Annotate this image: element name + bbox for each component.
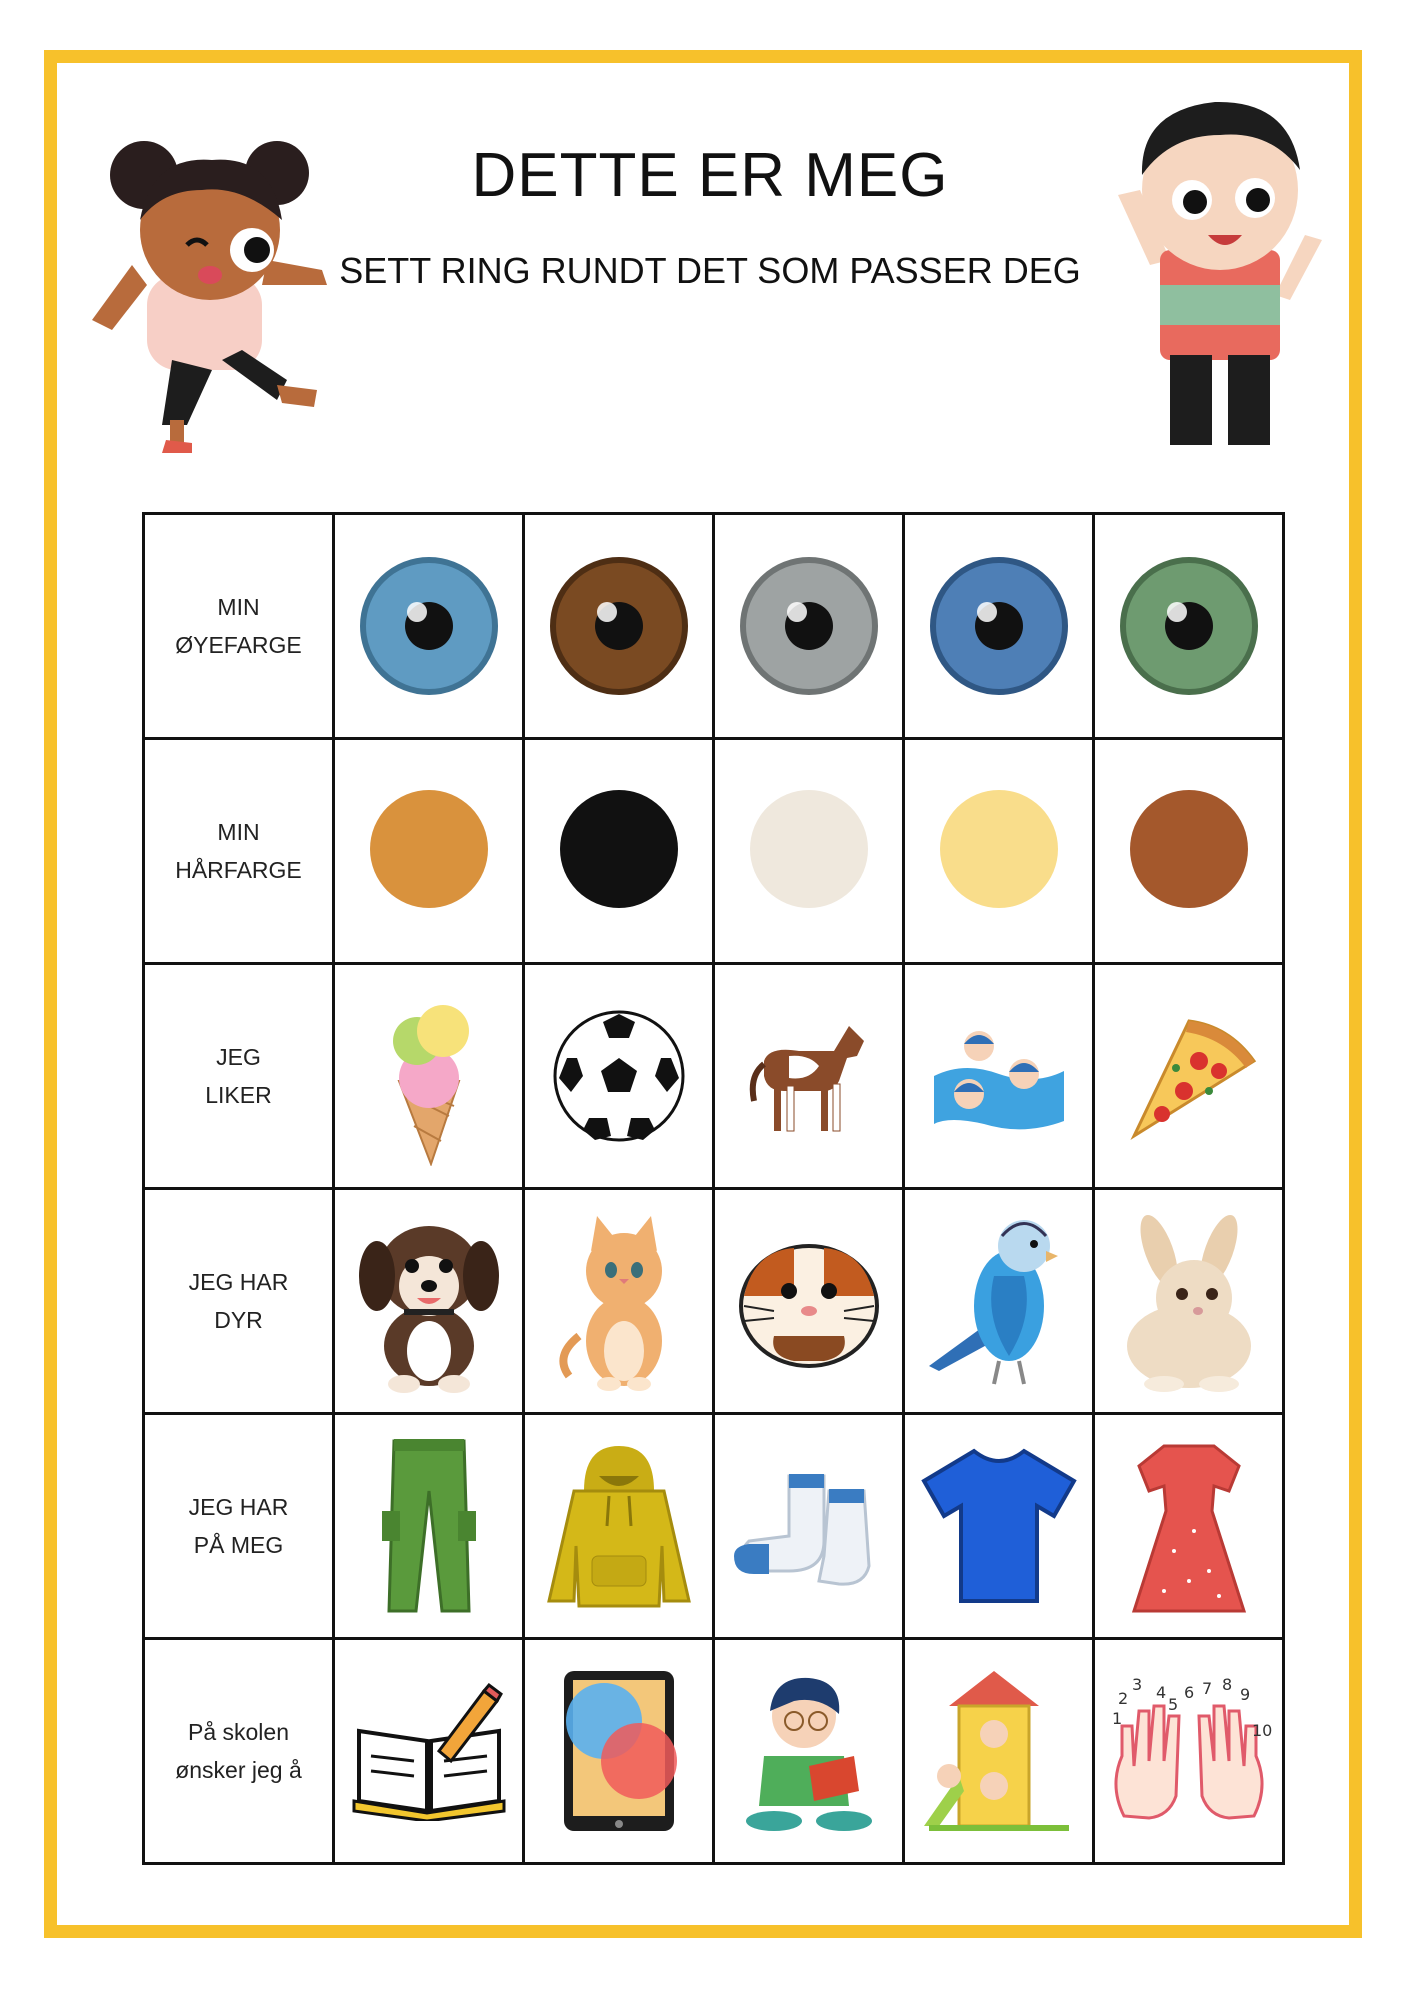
option-dark-blue-eye[interactable] — [904, 514, 1094, 739]
row-label-line2: ØYEFARGE — [175, 632, 302, 658]
page-subtitle: SETT RING RUNDT DET SOM PASSER DEG — [339, 250, 1081, 291]
table-row — [144, 739, 1284, 964]
choice-grid — [142, 512, 1285, 1865]
option-guinea-pig[interactable] — [714, 1189, 904, 1414]
boy-illustration — [1100, 90, 1340, 460]
table-row — [144, 514, 1284, 739]
pizza-icon — [1114, 1006, 1264, 1146]
ice-cream-icon — [359, 986, 499, 1166]
table-row — [144, 1414, 1284, 1639]
option-read[interactable] — [714, 1639, 904, 1864]
option-budgie[interactable] — [904, 1189, 1094, 1414]
table-row — [144, 1189, 1284, 1414]
gray-eye-icon — [739, 556, 879, 696]
green-eye-icon — [1119, 556, 1259, 696]
option-green-eye[interactable] — [1094, 514, 1284, 739]
count-digit: 7 — [1201, 1679, 1212, 1698]
row-label — [144, 1639, 334, 1864]
row-label-line2: PÅ MEG — [193, 1532, 284, 1558]
counting-hands-icon — [1104, 1676, 1274, 1826]
option-write[interactable] — [334, 1639, 524, 1864]
hair-swatch — [560, 790, 678, 908]
cat-icon — [549, 1206, 689, 1396]
count-digit: 3 — [1131, 1676, 1142, 1694]
row-label-line2: HÅRFARGE — [175, 857, 302, 883]
option-light-brown-hair[interactable] — [334, 739, 524, 964]
option-platinum-hair[interactable] — [714, 739, 904, 964]
book-pencil-icon — [349, 1681, 509, 1821]
trousers-icon — [374, 1431, 484, 1621]
reading-child-icon — [734, 1666, 884, 1836]
row-label-line1: JEG — [216, 1044, 261, 1070]
option-gray-eye[interactable] — [714, 514, 904, 739]
hair-swatch — [370, 790, 488, 908]
count-digit: 10 — [1251, 1721, 1272, 1740]
option-dog[interactable] — [334, 1189, 524, 1414]
row-label-line2: ønsker jeg å — [175, 1757, 302, 1783]
count-digit: 2 — [1117, 1689, 1128, 1708]
option-pizza[interactable] — [1094, 964, 1284, 1189]
budgie-icon — [924, 1206, 1074, 1396]
option-hoodie[interactable] — [524, 1414, 714, 1639]
row-label-line1: MIN — [217, 594, 260, 620]
count-digit: 6 — [1183, 1683, 1194, 1702]
row-label-line1: JEG HAR — [188, 1494, 289, 1520]
count-digit: 1 — [1111, 1709, 1122, 1728]
option-rabbit[interactable] — [1094, 1189, 1284, 1414]
option-cat[interactable] — [524, 1189, 714, 1414]
option-socks[interactable] — [714, 1414, 904, 1639]
row-label-line2: LIKER — [205, 1082, 272, 1108]
row-label — [144, 739, 334, 964]
option-horse[interactable] — [714, 964, 904, 1189]
row-label-line1: MIN — [217, 819, 260, 845]
table-row — [144, 964, 1284, 1189]
brown-eye-icon — [549, 556, 689, 696]
row-label — [144, 964, 334, 1189]
count-digit: 5 — [1167, 1695, 1178, 1714]
page-title: DETTE ER MEG — [471, 141, 949, 210]
option-swimming[interactable] — [904, 964, 1094, 1189]
row-label-line1: På skolen — [187, 1719, 289, 1745]
option-blue-eye[interactable] — [334, 514, 524, 739]
option-trousers[interactable] — [334, 1414, 524, 1639]
rabbit-icon — [1114, 1206, 1264, 1396]
hair-swatch — [750, 790, 868, 908]
guinea-pig-icon — [734, 1226, 884, 1376]
count-digit: 9 — [1239, 1685, 1250, 1704]
hoodie-icon — [544, 1436, 694, 1616]
row-label-line2: DYR — [214, 1307, 263, 1333]
horse-icon — [739, 1006, 879, 1146]
dark-blue-eye-icon — [929, 556, 1069, 696]
hair-swatch — [1130, 790, 1248, 908]
row-label — [144, 514, 334, 739]
row-label — [144, 1189, 334, 1414]
tablet-icon — [559, 1666, 679, 1836]
playground-icon — [919, 1666, 1079, 1836]
option-blonde-hair[interactable] — [904, 739, 1094, 964]
football-icon — [549, 1006, 689, 1146]
row-label-line1: JEG HAR — [188, 1269, 289, 1295]
option-dress[interactable] — [1094, 1414, 1284, 1639]
option-count[interactable] — [1094, 1639, 1284, 1864]
dog-icon — [349, 1206, 509, 1396]
option-black-hair[interactable] — [524, 739, 714, 964]
count-digit: 8 — [1221, 1676, 1232, 1694]
option-t-shirt[interactable] — [904, 1414, 1094, 1639]
blue-eye-icon — [359, 556, 499, 696]
option-football[interactable] — [524, 964, 714, 1189]
hair-swatch — [940, 790, 1058, 908]
option-tablet[interactable] — [524, 1639, 714, 1864]
table-row — [144, 1639, 1284, 1864]
option-ice-cream[interactable] — [334, 964, 524, 1189]
socks-icon — [729, 1456, 889, 1596]
count-digit: 4 — [1155, 1683, 1166, 1702]
swimming-icon — [924, 1006, 1074, 1146]
row-label — [144, 1414, 334, 1639]
dress-icon — [1124, 1431, 1254, 1621]
option-play[interactable] — [904, 1639, 1094, 1864]
t-shirt-icon — [919, 1441, 1079, 1611]
option-auburn-hair[interactable] — [1094, 739, 1284, 964]
option-brown-eye[interactable] — [524, 514, 714, 739]
